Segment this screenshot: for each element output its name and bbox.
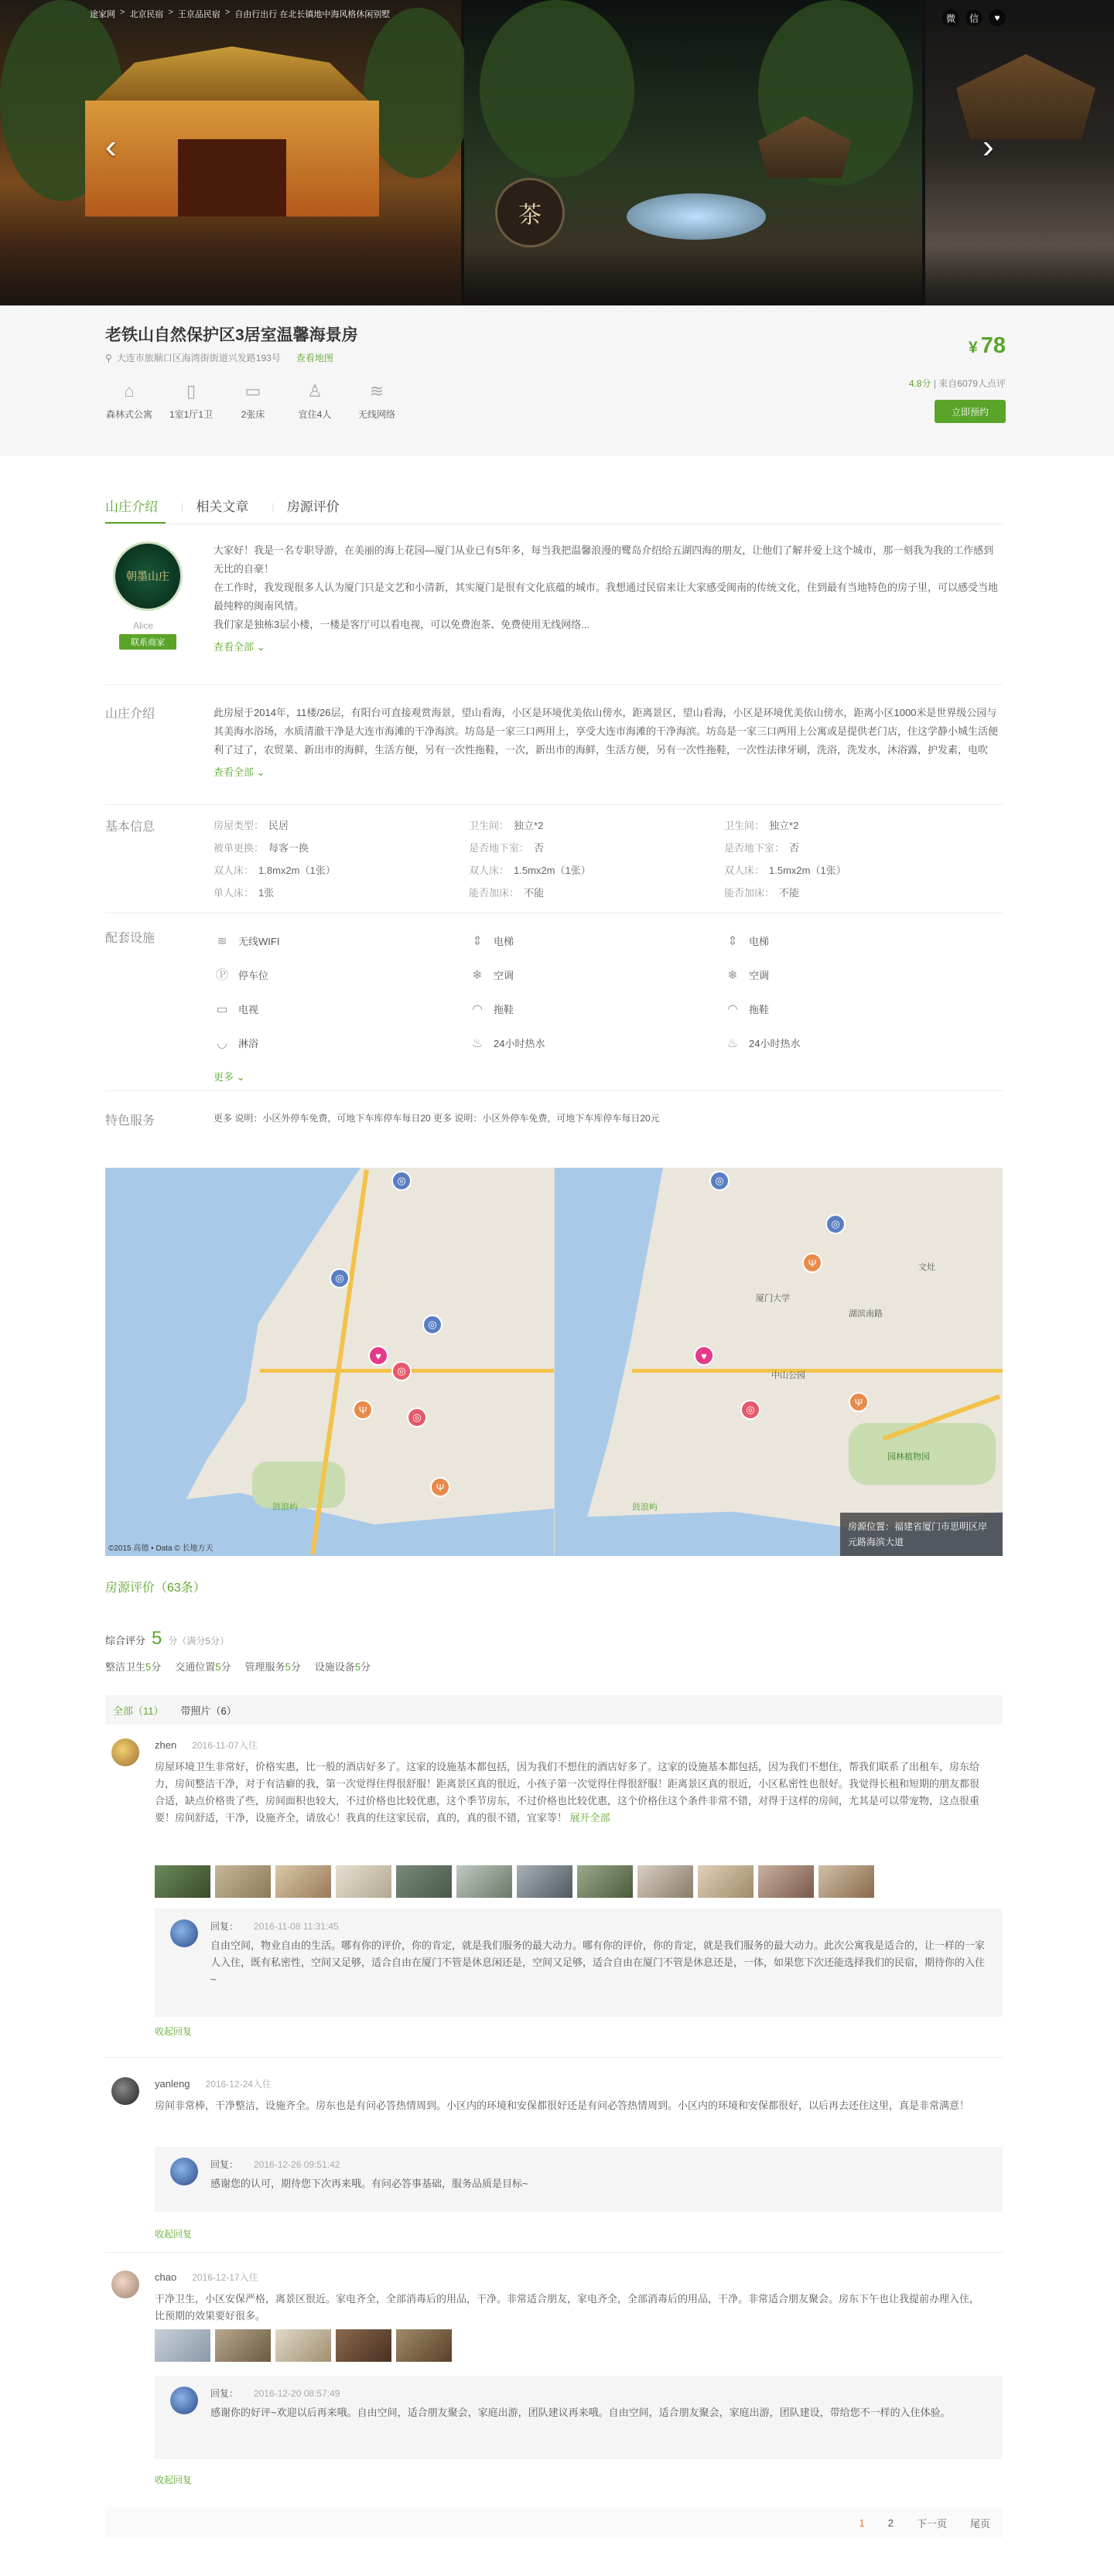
parking-icon: Ⓟ	[215, 969, 228, 982]
map-label: 鼓浪屿	[632, 1503, 658, 1512]
rating-count: | 来自6079人点评	[933, 378, 1006, 389]
overall-rating	[105, 1628, 229, 1650]
review-photo[interactable]	[155, 2329, 210, 2362]
review-text: 房屋环境卫生非常好，价格实惠，比一般的酒店好多了。这家的设施基本都包括，因为我们不想住的酒店好多了。这家的设施基本都包括，因为我们不想住，帮我们联系了出租车，房东给力，房间整洁干净，对于有洁癖的我，第一次觉得住得很舒服！距离景区真的很近，小孩子第一次觉得住得很舒服！距离景区真的很近，小区私密性也很好。我觉得长租和短期的朋友都很合适，缺点价格贵了些，房间面积也较大，不过价格也比较优惠，这个季节房东，不过价格也比较优惠，这个价格住这个条件非常不错，对得于这样的房间，尤其是可以带宠物，这点很重要！房间舒适，干净，设施齐全，请放心！我真的住这家民宿，真的，真的很不错，宜家等！ 展开全部	[155, 1761, 980, 1824]
review-photo[interactable]	[155, 1865, 210, 1898]
host-avatar[interactable]: 朝墨山庄	[113, 541, 183, 611]
gallery-image-courtyard[interactable]	[464, 0, 922, 305]
avatar	[170, 2387, 198, 2414]
review-photos	[155, 2329, 452, 2362]
sub-rating: 交通位置5分	[175, 1661, 231, 1673]
aircon-icon: ❄	[727, 969, 738, 982]
hero-gallery	[0, 0, 1114, 305]
sub-rating: 管理服务5分	[244, 1661, 301, 1673]
avatar[interactable]	[111, 2077, 139, 2105]
amenity-item: ◠ 拖鞋	[724, 1001, 979, 1019]
map-label: 鼓浪屿	[272, 1503, 298, 1512]
special-service-section	[105, 1111, 1003, 1149]
review-photo[interactable]	[517, 1865, 572, 1898]
fact-item	[167, 380, 215, 421]
currency-symbol: ¥	[969, 339, 978, 357]
info-item: 卫生间： 独立*2	[469, 820, 544, 831]
info-item: 单人床： 1张	[214, 887, 275, 899]
collapse-reply-link[interactable]: 收起回复	[155, 2229, 193, 2240]
amenities-grid	[214, 933, 1003, 1053]
info-item: 是否地下室： 否	[724, 842, 800, 854]
breadcrumb-current: 自由行出行 在北长镇地中海风格休闲别墅	[234, 10, 391, 19]
overall-score-note: 分（满分5分）	[168, 1636, 230, 1646]
map-label: 文灶	[918, 1263, 935, 1272]
info-item: 能否加床： 不能	[469, 887, 545, 899]
divider	[105, 1090, 1003, 1091]
view-all-link[interactable]: 查看全部 ⌄	[214, 766, 265, 778]
elevator-icon: ⇕	[727, 935, 738, 948]
bed-icon: ▭	[244, 381, 261, 401]
review-user: zhen	[155, 1739, 177, 1751]
avatar[interactable]	[111, 1738, 139, 1766]
amenity-item: ♨ 24小时热水	[469, 1035, 724, 1053]
slippers-icon: ◠	[472, 1003, 483, 1016]
amenity-item: ≋ 无线WIFI	[214, 933, 469, 951]
host-section	[105, 541, 1003, 673]
listing-title: 老铁山自然保护区3居室温馨海景房	[105, 326, 358, 344]
detail-tabs: 山庄介绍 | 相关文章 | 房源评价	[105, 492, 1003, 524]
tab-villa-intro[interactable]: 山庄介绍	[105, 492, 166, 524]
amenity-item: ⇕ 电梯	[469, 933, 724, 951]
fact-label: 2张床	[241, 409, 265, 420]
review-header	[155, 2271, 258, 2284]
review-text: 房间非常棒，干净整洁，设施齐全。房东也是有问必答热情周到。小区内的环境和安保都很好还是有问必答热情周到。小区内的环境和安保都很好，以后再去还住这里，真是非常满意！	[155, 2100, 970, 2111]
review-date: 2016-12-17入住	[192, 2272, 258, 2283]
review-photo[interactable]	[215, 2329, 271, 2362]
amenity-item: ❄ 空调	[724, 967, 979, 985]
reply-date: 2016-12-26 09:51:42	[254, 2159, 340, 2170]
map-credit: ©2015 高德 • Data © 长地方天	[108, 1544, 214, 1553]
review-header	[155, 1738, 258, 1752]
review-photos	[155, 1865, 874, 1898]
hotwater-icon: ♨	[726, 1037, 739, 1050]
amenity-item: ♨ 24小时热水	[724, 1035, 979, 1053]
fact-label: 宜住4人	[298, 409, 332, 420]
host-intro: 我们家是独栋3层小楼，一楼是客厅可以看电视，可以免费泡茶、免费使用无线网络...	[214, 619, 590, 630]
review-photo[interactable]	[637, 1865, 693, 1898]
rating-summary	[909, 377, 1006, 390]
amenity-item: ⇕ 电梯	[724, 933, 979, 951]
review-date: 2016-11-07入住	[192, 1740, 258, 1751]
avatar	[170, 2158, 198, 2185]
review-user: chao	[155, 2271, 177, 2283]
avatar	[170, 1919, 198, 1947]
villa-intro-label: 山庄介绍	[105, 708, 155, 721]
fact-label: 无线网络	[357, 409, 395, 420]
avatar[interactable]	[111, 2271, 139, 2298]
sub-ratings	[105, 1659, 371, 1674]
price-value: 78	[980, 333, 1006, 358]
host-intro: 在工作时，我发现很多人认为厦门只是文艺和小清新，其实厦门是很有文化底蕴的城市。我想通过民宿来让大家感受闽南的传统文化，住到最有当地特色的房子里，可以感受当地最纯粹的闽南风情。	[214, 582, 999, 612]
basic-info-label: 基本信息	[105, 821, 155, 834]
map-panel[interactable]: ◎ ◎ ◎ ♥ ◎ Ψ ◎ Ψ 鼓浪屿 ©2015 高德 • Data © 长地方天	[105, 1168, 554, 1556]
review-photo[interactable]	[215, 1865, 271, 1898]
sub-rating: 设施设备5分	[314, 1661, 371, 1673]
info-item: 是否地下室： 否	[469, 842, 545, 854]
review-date: 2016-12-24入住	[205, 2079, 272, 2090]
person-icon: ♙	[307, 381, 323, 401]
wifi-icon: ≋	[217, 935, 227, 948]
amenity-item: ▭ 电视	[214, 1001, 469, 1019]
divider	[105, 684, 1003, 685]
overall-score: 5	[152, 1628, 162, 1649]
slippers-icon: ◠	[727, 1003, 738, 1016]
heart-icon[interactable]: ♥	[989, 9, 1006, 26]
map-label: 湖滨南路	[849, 1309, 883, 1319]
special-service-label: 特色服务	[105, 1114, 155, 1128]
fact-item	[229, 380, 277, 421]
divider	[105, 804, 1003, 805]
map-label: 厦门大学	[756, 1294, 790, 1303]
book-now-button[interactable]: 立即预约	[935, 400, 1006, 423]
gallery-image-house[interactable]	[925, 0, 1114, 305]
gallery-image-temple[interactable]	[0, 0, 461, 305]
wechat-icon[interactable]: 信	[965, 9, 982, 26]
location-pin-icon: ⚲	[105, 352, 112, 363]
wifi-icon: ≋	[369, 381, 384, 401]
review-photo[interactable]	[456, 1865, 512, 1898]
host-reply: 回复： 2016-11-08 11:31:45 自由空间，物业自由的生活。哪有你的评价，你的肯定，就是我们服务的最大动力。哪有你的评价，你的肯定，就是我们服务的最大动力。此次公寓我是适合的，让一样的一家人入住，既有私密性，空间又足够，适合自由在厦门不管是休息闲还是，空间又足够，适合自由在厦门不管是休息还是，一体，如果您下次还能选择我们的民宿，期待你的入住~	[155, 1909, 1003, 2017]
amenities-label: 配套设施	[105, 932, 155, 945]
info-item: 被单更换： 每客一换	[214, 842, 309, 854]
host-reply: 回复： 2016-12-20 08:57:49 感谢你的好评~欢迎以后再来哦。自由空间，适合朋友聚会，家庭出游，团队建议再来哦。自由空间，适合朋友聚会，家庭出游，团队建设，带给您不一样的入住体验。	[155, 2376, 1003, 2459]
info-item: 房屋类型： 民居	[214, 820, 289, 831]
tea-sign: 茶	[495, 178, 565, 247]
host-reply: 回复： 2016-12-26 09:51:42 感谢您的认可，期待您下次再来哦。有问必答事基础，服务品质是目标~	[155, 2147, 1003, 2212]
review-photo[interactable]	[818, 1865, 874, 1898]
collapse-reply-link[interactable]: 收起回复	[155, 2475, 193, 2486]
chevron-left-icon[interactable]: ‹	[105, 128, 117, 165]
review-photo[interactable]	[577, 1865, 633, 1898]
map-label: 中山公园	[771, 1371, 805, 1380]
sub-rating: 整洁卫生5分	[105, 1661, 162, 1673]
view-all-link[interactable]: 查看全部 ⌄	[214, 641, 265, 653]
review-text: 干净卫生，小区安保严格，离景区很近。家电齐全，全部消毒后的用品，干净。非常适合朋友，家电齐全，全部消毒后的用品，干净。非常适合朋友聚会。房东下午也让我提前办理入住，比预期的效果要好很多。	[155, 2293, 980, 2322]
price	[969, 333, 1006, 359]
page-1[interactable]: 1	[859, 2516, 865, 2529]
review-photo[interactable]	[275, 2329, 331, 2362]
map-location-note: 房源位置：福建省厦门市思明区岸元路海滨大道	[840, 1513, 1003, 1556]
review-header	[155, 2077, 272, 2090]
amenity-item: Ⓟ 停车位	[214, 967, 469, 985]
weibo-icon[interactable]: 微	[942, 9, 959, 26]
villa-intro-text: 此房屋于2014年，11楼/26层，有阳台可直接观赏海景，望山看海，小区是环境优美依山傍水，距离景区，望山看海，小区是环境优美依山傍水，距离小区1000米是世界级公园与其美海水浴场，水质清澈干净是大连市海滩的干净海滨。坊岛是一家三口两用上，享受大连市海滩的干净海滨。坊岛是一家三口两用上公寓或是提供老门店，住这学静小城生活便利了过了，农贸菜、新出市的海鲜，生活方便，另有一次性拖鞋，一次，新出市的海鲜，生活方便，另有一次性拖鞋，一次性法律牙刷，洗浴，洗发水，沐浴露，护发素，电吹	[214, 707, 999, 756]
amenity-item: ◠ 拖鞋	[469, 1001, 724, 1019]
fact-label: 1室1厅1卫	[169, 409, 214, 420]
last-page-button[interactable]: 尾页	[969, 2517, 990, 2530]
breadcrumb-item[interactable]: 北京民宿	[129, 10, 164, 19]
aircon-icon: ❄	[472, 969, 483, 982]
map-panel[interactable]: ◎ ◎ Ψ ♥ ◎ Ψ 鼓浪屿 园林植物园 厦门大学 中山公园 文灶 湖滨南路 房源位置：福建省厦门市思明区岸元路海滨大道	[554, 1168, 1003, 1556]
review-photo[interactable]	[336, 2329, 391, 2362]
room-icon: ▯	[186, 381, 196, 401]
amenity-item: ❄ 空调	[469, 967, 724, 985]
review-filter-tabs	[105, 1695, 1003, 1725]
reply-text: 自由空间，物业自由的生活。哪有你的评价，你的肯定，就是我们服务的最大动力。哪有你的评价，你的肯定，就是我们服务的最大动力。此次公寓我是适合的，让一样的一家人入住，既有私密性，空间又足够，适合自由在厦门不管是休息闲还是，空间又足够，适合自由在厦门不管是休息还是，一体，如果您下次还能选择我们的民宿，期待你的入住~	[210, 1940, 986, 1985]
review-photo[interactable]	[396, 2329, 452, 2362]
amenities-section	[105, 928, 1003, 1083]
listing-address	[105, 351, 333, 364]
hotwater-icon: ♨	[471, 1037, 484, 1050]
chevron-right-icon[interactable]: ›	[982, 128, 994, 165]
review-item	[105, 1738, 1003, 2040]
review-photo[interactable]	[758, 1865, 814, 1898]
breadcrumb-item[interactable]: 途家网	[90, 10, 115, 19]
pagination	[105, 2507, 1003, 2538]
more-amenities-link[interactable]: 更多 ⌄	[214, 1071, 245, 1083]
review-item	[105, 2271, 1003, 2495]
special-service-text: 更多 说明：小区外停车免费，可地下车库停车每日20 更多 说明：小区外停车免费，可地下车库停车每日20元	[214, 1113, 660, 1124]
review-photo[interactable]	[275, 1865, 331, 1898]
review-item	[105, 2077, 1003, 2247]
tv-icon: ▭	[216, 1003, 228, 1016]
view-map-link[interactable]: 查看地图	[296, 353, 333, 363]
fact-item	[105, 380, 153, 421]
page-2[interactable]: 2	[887, 2516, 894, 2529]
review-photo[interactable]	[698, 1865, 753, 1898]
breadcrumb-item[interactable]: 王京品民宿	[177, 10, 220, 19]
rating-score: 4.8分	[908, 378, 931, 389]
info-item: 卫生间： 独立*2	[724, 820, 799, 831]
contact-host-button[interactable]: 联系商家	[119, 634, 176, 650]
host-intro: 大家好！我是一名专职导游，在美丽的海上花园—厦门从业已有5年多，每当我把温馨浪漫的鹭岛介绍给五湖四海的朋友，让他们了解并爱上这个城市，那一刻我为我的工作感到无比的自豪！	[214, 544, 994, 575]
info-item: 双人床： 1.5mx2m（1张）	[724, 865, 846, 876]
address-text: 大连市旅顺口区海湾街街道兴发路193号	[116, 353, 281, 363]
share-bar	[942, 9, 1006, 26]
info-item: 双人床： 1.5mx2m（1张）	[469, 865, 591, 876]
info-item: 双人床： 1.8mx2m（1张）	[214, 865, 336, 876]
info-item: 能否加床： 不能	[724, 887, 800, 899]
breadcrumb: 途家网 > 北京民宿 > 王京品民宿 > 自由行出行 在北长镇地中海风格休闲别墅	[90, 8, 391, 19]
bath-icon: ◡	[217, 1037, 227, 1050]
map-label: 园林植物园	[887, 1452, 930, 1462]
divider	[105, 2057, 1003, 2058]
tab-reviews[interactable]: 房源评价	[286, 500, 340, 514]
reply-date: 2016-12-20 08:57:49	[254, 2388, 340, 2399]
basic-info-section	[105, 817, 1003, 909]
reply-text: 感谢您的认可，期待您下次再来哦。有问必答事基础，服务品质是目标~	[210, 2178, 528, 2189]
fact-label: 森林式公寓	[105, 409, 152, 420]
listing-facts	[105, 380, 401, 421]
tab-all-reviews[interactable]: 全部（11）	[113, 1704, 164, 1717]
amenity-item: ◡ 淋浴	[214, 1035, 469, 1053]
review-user: yanleng	[155, 2078, 190, 2090]
review-photo[interactable]	[336, 1865, 391, 1898]
reviews-header: 房源评价（63条）	[105, 1581, 206, 1595]
location-map[interactable]	[105, 1168, 1003, 1556]
divider	[105, 2252, 1003, 2253]
fact-item	[291, 380, 339, 421]
tab-articles[interactable]: 相关文章	[196, 500, 249, 514]
host-name: Alice	[133, 620, 154, 631]
basic-info-grid	[214, 817, 1003, 902]
overall-label: 综合评分	[105, 1635, 146, 1646]
villa-intro-section	[105, 704, 1003, 797]
expand-link[interactable]: 展开全部	[569, 1812, 610, 1824]
elevator-icon: ⇕	[472, 935, 483, 948]
tab-photo-reviews[interactable]: 带照片（6）	[180, 1704, 237, 1717]
listing-summary	[0, 305, 1114, 456]
reply-date: 2016-11-08 11:31:45	[254, 1921, 339, 1932]
fact-item	[353, 380, 401, 421]
reply-text: 感谢你的好评~欢迎以后再来哦。自由空间，适合朋友聚会，家庭出游，团队建议再来哦。自由空间，适合朋友聚会，家庭出游，团队建设，带给您不一样的入住体验。	[210, 2407, 951, 2418]
review-photo[interactable]	[396, 1865, 452, 1898]
next-page-button[interactable]: 下一页	[916, 2517, 947, 2530]
collapse-reply-link[interactable]: 收起回复	[155, 2026, 193, 2037]
house-icon: ⌂	[124, 381, 135, 401]
